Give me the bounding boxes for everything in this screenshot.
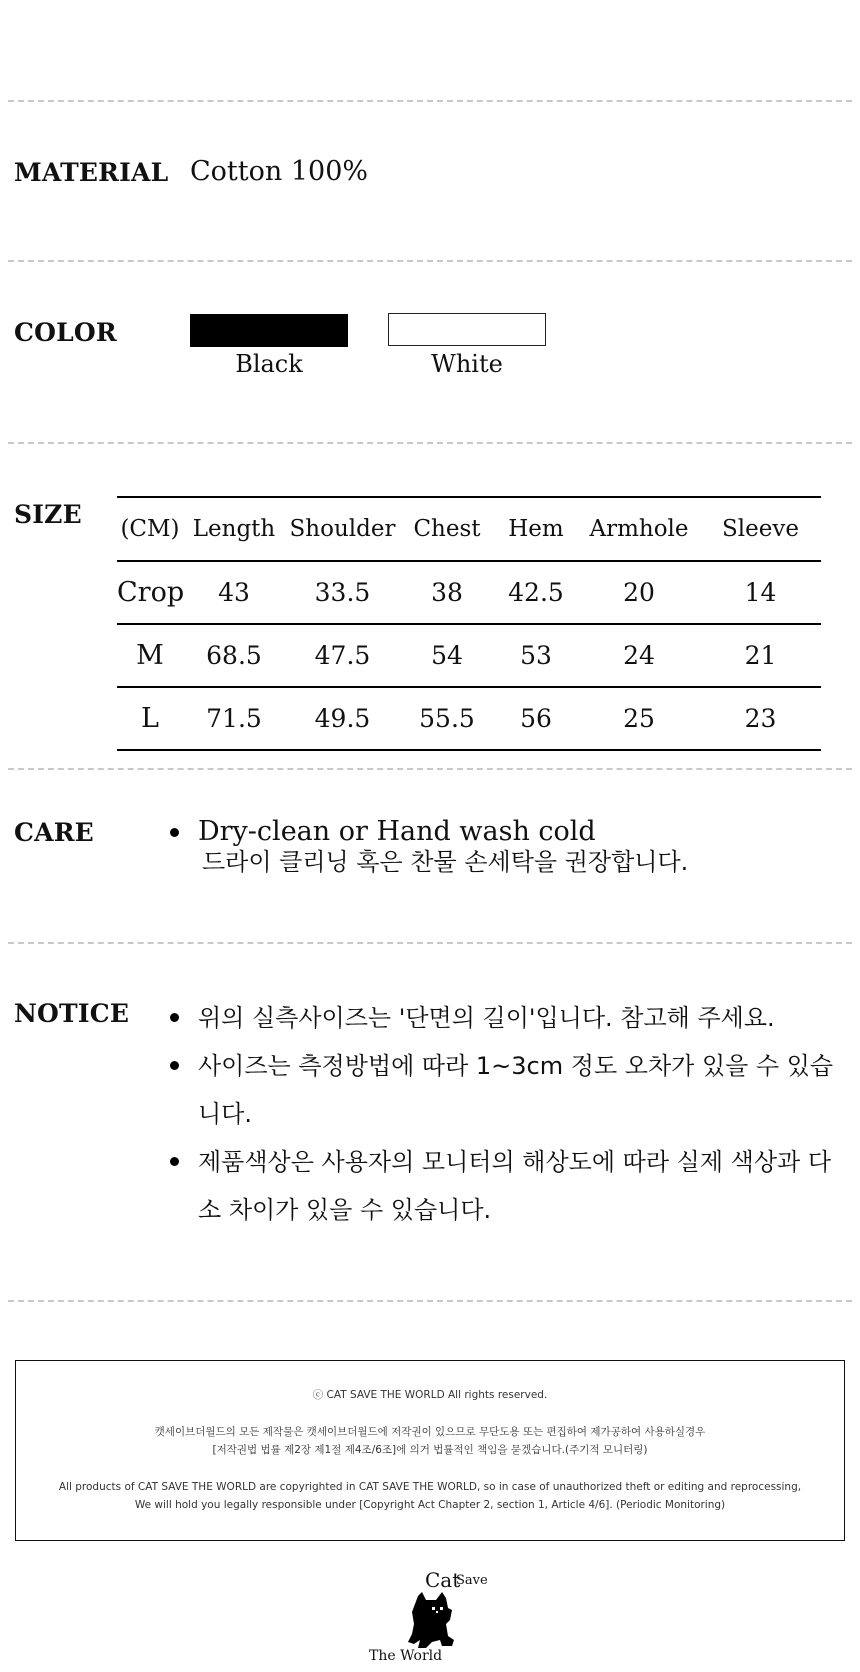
header-hem: Hem (508, 516, 564, 542)
logo-text-world: The World (369, 1648, 443, 1664)
list-item: 위의 실측사이즈는 '단면의 길이'입니다. 참고해 주세요. (170, 994, 850, 1042)
table-row (117, 624, 821, 687)
divider (8, 442, 852, 444)
cell-length: 71.5 (206, 704, 262, 733)
header-shoulder: Shoulder (289, 516, 396, 542)
cell-armhole: 25 (623, 704, 655, 733)
row-size: L (141, 703, 159, 734)
cell-sleeve: 14 (744, 578, 777, 607)
color-label: COLOR (14, 318, 117, 347)
copyright-ko-line: [저작권법 법률 제2장 제1절 제4조/6조]에 의거 법률적인 책임을 묻겠습니다.(주기적 모니터링) (212, 1444, 648, 1456)
cell-sleeve: 21 (744, 641, 777, 670)
divider (8, 100, 852, 102)
cell-shoulder: 33.5 (314, 578, 371, 607)
cell-chest: 55.5 (419, 704, 475, 733)
size-table-header (117, 497, 821, 561)
cell-chest: 38 (431, 578, 463, 607)
care-text-en: Dry-clean or Hand wash cold (198, 816, 596, 847)
color-swatch-black (190, 314, 348, 347)
divider (8, 942, 852, 944)
header-length: Length (192, 516, 276, 542)
color-name-white: White (431, 350, 503, 378)
copyright-en-line: We will hold you legally responsible under [Copyright Act Chapter 2, section 1, Article 4/6]. (Periodic Monitoring) (134, 1499, 726, 1511)
cat-icon (402, 1590, 464, 1652)
cell-hem: 53 (520, 641, 552, 670)
cell-chest: 54 (431, 641, 463, 670)
size-label: SIZE (14, 500, 82, 529)
brand-logo (360, 1568, 500, 1668)
copyright-en (16, 1478, 844, 1514)
cell-length: 68.5 (206, 641, 262, 670)
material-value: Cotton 100% (190, 156, 369, 187)
material-label: MATERIAL (14, 158, 169, 187)
header-sleeve: Sleeve (722, 516, 799, 542)
cell-hem: 56 (520, 704, 552, 733)
cell-sleeve: 23 (744, 704, 777, 733)
table-row (117, 687, 821, 750)
header-chest: Chest (413, 516, 481, 542)
notice-list (170, 994, 850, 1234)
list-item: 사이즈는 측정방법에 따라 1~3cm 정도 오차가 있을 수 있습니다. (170, 1042, 850, 1138)
table-row (117, 561, 821, 624)
cell-armhole: 20 (623, 578, 655, 607)
cell-armhole: 24 (623, 641, 655, 670)
logo-text-cat: Cat (425, 1568, 461, 1592)
header-unit: (CM) (120, 516, 180, 542)
cell-shoulder: 49.5 (314, 704, 371, 733)
divider (8, 260, 852, 262)
list-item (170, 817, 688, 877)
cell-length: 43 (218, 578, 250, 607)
care-list (170, 817, 688, 877)
cell-hem: 42.5 (508, 578, 564, 607)
care-label: CARE (14, 818, 94, 847)
notice-label: NOTICE (14, 999, 130, 1028)
header-armhole: Armhole (589, 516, 689, 542)
size-table (117, 496, 821, 751)
color-swatch-white (388, 313, 546, 346)
care-text-ko: 드라이 클리닝 혹은 찬물 손세탁을 권장합니다. (202, 848, 689, 876)
row-size: Crop (117, 577, 185, 608)
row-size: M (136, 640, 164, 671)
copyright-ko-line: 캣세이브더월드의 모든 제작물은 캣세이브더월드에 저작권이 있으므로 무단도용 또는 편집하여 제가공하여 사용하실경우 (154, 1426, 706, 1438)
copyright-ko (16, 1423, 844, 1459)
copyright-en-line: All products of CAT SAVE THE WORLD are copyrighted in CAT SAVE THE WORLD, so in case of unauthorized theft or editing and reprocessing, (58, 1481, 802, 1493)
divider (8, 1300, 852, 1302)
copyright-title: ⓒ CAT SAVE THE WORLD All rights reserved. (312, 1389, 548, 1401)
cell-shoulder: 47.5 (314, 641, 371, 670)
copyright-box (15, 1360, 845, 1541)
logo-text-save: Save (456, 1573, 488, 1588)
divider (8, 768, 852, 770)
list-item: 제품색상은 사용자의 모니터의 해상도에 따라 실제 색상과 다소 차이가 있을 수 있습니다. (170, 1138, 850, 1234)
color-name-black: Black (235, 350, 303, 378)
